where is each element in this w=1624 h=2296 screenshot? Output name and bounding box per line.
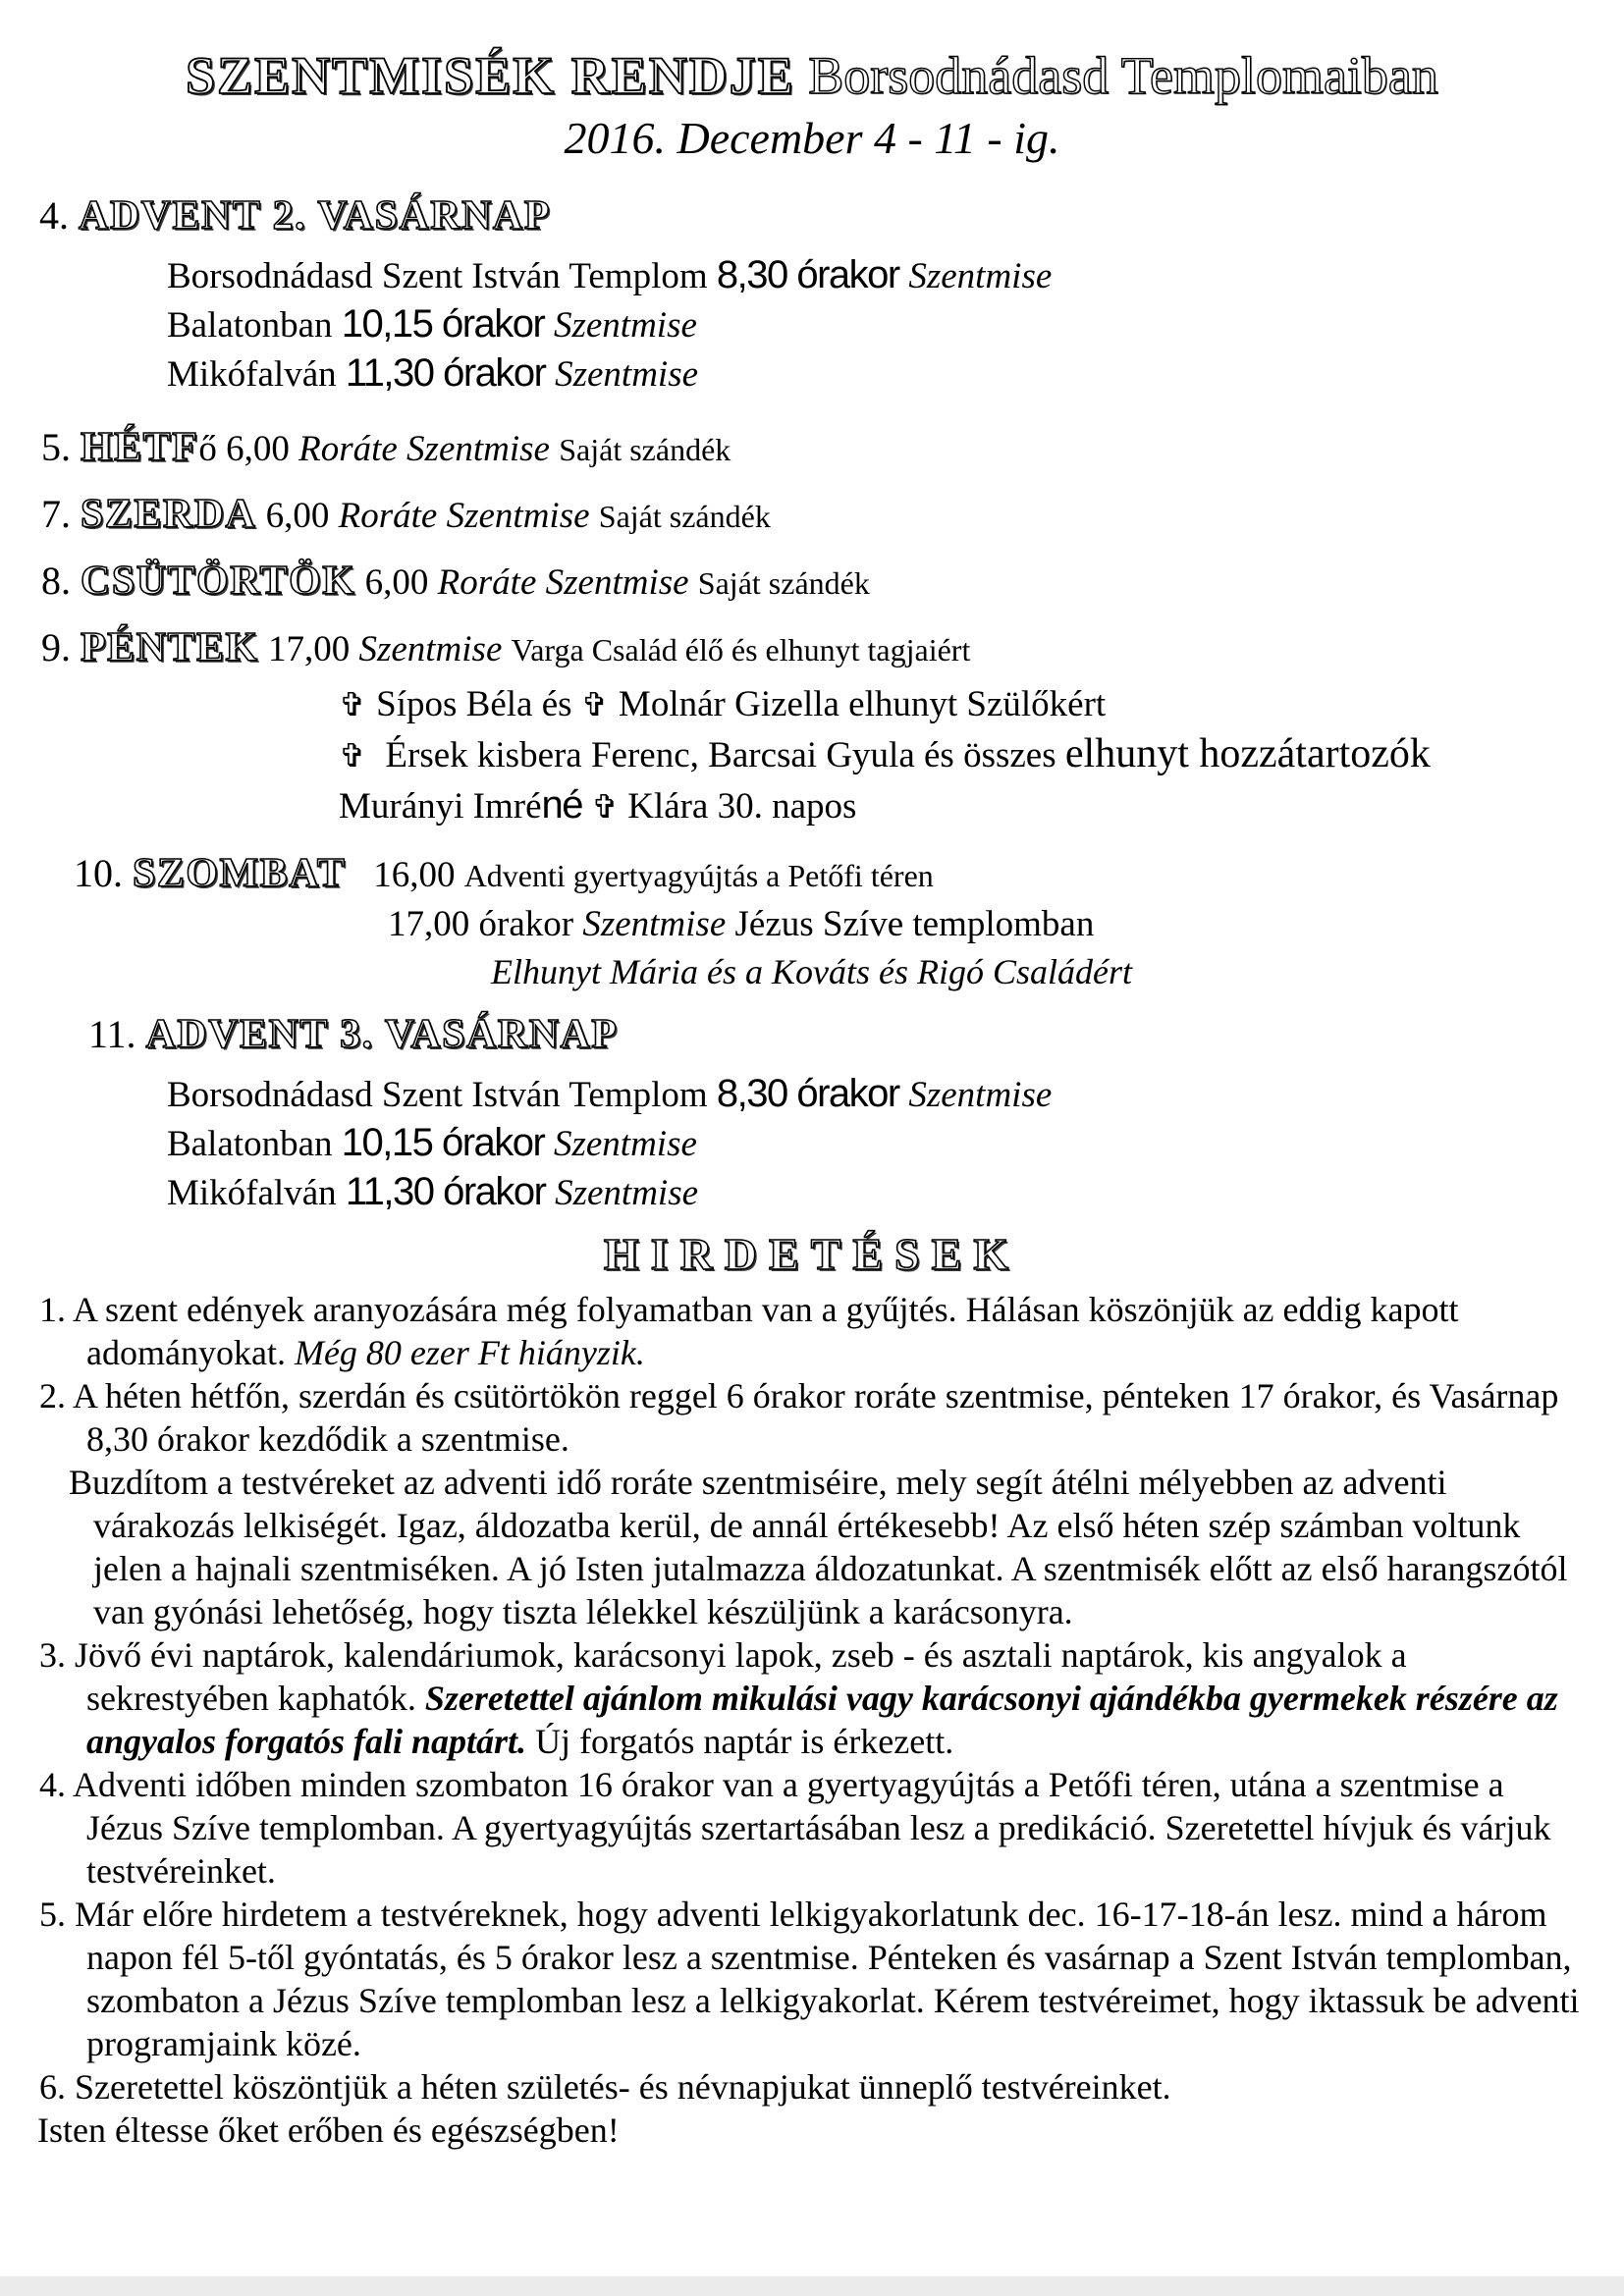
text-segment: Murányi Imré: [339, 786, 542, 827]
text-segment: 7.: [41, 492, 81, 536]
text-segment: né: [541, 783, 583, 827]
szombat-intention: [491, 948, 1624, 995]
text-segment: Adventi gyertyagyújtás a Petőfi téren: [463, 858, 934, 893]
text-segment: 6,00: [256, 496, 339, 536]
text-segment: Szentmise: [582, 904, 735, 944]
text-segment: HÉTF: [81, 425, 199, 470]
text-segment: Roráte Szentmise: [437, 562, 698, 603]
text-segment: Borsodnádasd Szent István Templom: [167, 1075, 717, 1115]
text-segment: Szentmise: [908, 256, 1053, 296]
announcement-encouragement: [69, 1461, 1589, 1633]
text-segment: 5. Már előre hirdetem a testvéreknek, hogy adventi lelkigyakorlatunk dec. 16-17-18-án lesz. mind a három napon fél 5-től gyóntatás, és 5 órakor lesz a szentmise. Pénteken és vasárnap a Szent István templomban, szombaton a Jézus Szíve templomban lesz a lelkigyakorlat. Kérem testvéreimet, hogy iktassuk be adventi programjaink közé.: [39, 1895, 1580, 2063]
document-title: [0, 45, 1624, 106]
entry-hetfo: [41, 422, 1624, 475]
text-segment: 2016. December 4 - 11 - ig.: [564, 113, 1060, 163]
text-segment: Klára 30. napos: [618, 786, 857, 827]
announcement-1: [39, 1288, 1589, 1374]
entry-csutortok: [41, 556, 1624, 609]
text-segment: Balatonban: [167, 305, 342, 346]
mass-borsodnadasd-1: [167, 251, 1624, 300]
text-segment: Mikófalván: [167, 1173, 346, 1213]
text-segment: 6,00: [226, 429, 299, 469]
text-segment: Mikófalván: [167, 354, 346, 395]
announcements-heading: HIRDETÉSEK: [603, 1229, 1021, 1279]
intention-muranyi: [339, 781, 1624, 830]
entry-pentek: [41, 622, 1624, 675]
text-segment: ✞: [339, 736, 377, 774]
text-segment: 1. A szent edények aranyozására még folyamatban van a gyűjtés. Hálásan köszönjük az eddig kapott adományokat.: [39, 1290, 1459, 1372]
text-segment: ADVENT 3. VASÁRNAP: [145, 1012, 619, 1057]
text-segment: SZENTMISÉK RENDJE: [186, 46, 795, 105]
closing-blessing: [37, 2109, 1589, 2152]
text-segment: 3. Jövő évi naptárok, kalendáriumok, karácsonyi lapok, zseb - és asztali naptárok, kis angyalok a sekrestyében kaphatók.: [39, 1635, 1407, 1718]
scan-edge-artifact: [0, 2276, 1624, 2296]
text-segment: Szentmise: [553, 1124, 697, 1164]
text-segment: Saját szándék: [598, 499, 771, 534]
announcement-6: [39, 2065, 1589, 2109]
intention-sipos-molnar: [339, 681, 1624, 728]
szombat-mass-17: [388, 901, 1624, 948]
text-segment: ✞: [580, 685, 619, 723]
text-segment: 17,00: [258, 629, 359, 669]
text-segment: Még 80 ezer Ft hiányzik.: [294, 1333, 645, 1372]
intention-ersek-barcsai: [339, 730, 1624, 779]
entry-advent-2-vasarnap: [39, 190, 1624, 243]
text-segment: 10.: [74, 851, 133, 895]
document-date-range: [0, 112, 1624, 165]
text-segment: 8.: [41, 559, 81, 603]
text-segment: 11,30 órakor: [345, 351, 556, 395]
text-segment: Saját szándék: [559, 432, 731, 467]
text-segment: 10,15 órakor: [341, 1121, 554, 1164]
text-segment: 6,00: [355, 562, 438, 603]
mass-balaton-2: [167, 1119, 1624, 1168]
text-segment: [582, 786, 591, 827]
text-segment: CSÜTÖRTÖK: [81, 559, 356, 604]
text-segment: PÉNTEK: [81, 625, 259, 670]
text-segment: ő: [198, 429, 227, 469]
text-segment: 16,00: [373, 855, 464, 895]
text-segment: Sípos Béla és: [376, 684, 581, 724]
text-segment: [346, 855, 373, 895]
mass-balaton-1: [167, 300, 1624, 349]
text-segment: 6. Szeretettel köszöntjük a héten születés- és névnapjukat ünneplő testvéreinket.: [39, 2067, 1171, 2107]
mass-mikofalva-1: [167, 349, 1624, 399]
text-segment: Roráte Szentmise: [298, 429, 560, 469]
text-segment: Isten éltesse őket erőben és egészségben!: [37, 2110, 620, 2150]
text-segment: Varga Család élő és elhunyt tagjaiért: [511, 632, 971, 667]
announcement-4: [39, 1763, 1589, 1893]
text-segment: Szentmise: [555, 1173, 699, 1213]
text-segment: ✞: [591, 787, 619, 826]
text-segment: 17,00 órakor: [388, 904, 583, 944]
text-segment: 5.: [41, 425, 81, 469]
entry-szerda: [41, 489, 1624, 542]
text-segment: Elhunyt Mária és a Kováts és Rigó Családért: [491, 952, 1132, 991]
announcements-section: [0, 1288, 1589, 2152]
mass-borsodnadasd-2: [167, 1070, 1624, 1119]
text-segment: Szentmise: [358, 629, 512, 669]
text-segment: ADVENT 2. VASÁRNAP: [79, 193, 551, 239]
text-segment: Új forgatós naptár is érkezett.: [526, 1722, 954, 1761]
text-segment: Szentmise: [553, 305, 697, 346]
entry-advent-3-vasarnap: [88, 1009, 1624, 1062]
text-segment: Balatonban: [167, 1124, 342, 1164]
text-segment: elhunyt hozzátartozók: [1064, 731, 1431, 776]
announcement-5: [39, 1893, 1589, 2065]
entry-szombat: [74, 848, 1624, 901]
text-segment: 2. A héten hétfőn, szerdán és csütörtökön reggel 6 órakor roráte szentmise, pénteken 17 órakor, és Vasárnap 8,30 órakor kezdődik a szentmise.: [39, 1376, 1559, 1459]
text-segment: Szentmise: [555, 354, 699, 395]
text-segment: 4.: [39, 193, 79, 238]
announcement-3: [39, 1633, 1589, 1763]
text-segment: Buzdítom a testvéreket az adventi idő roráte szentmiséire, mely segít átélni mélyebben az adventi várakozás lelkiségét. Igaz, áldozatba kerül, de annál értékesebb! Az első héten szép számban voltunk jelen a hajnali szentmiséken. A jó Isten jutalmazza áldozatunkat. A szentmisék előtt az első harangszótól van gyónási lehetőség, hogy tiszta lélekkel készüljünk a karácsonyra.: [69, 1463, 1568, 1631]
text-segment: Borsodnádasd Szent István Templom: [167, 256, 717, 296]
text-segment: Saját szándék: [697, 565, 870, 601]
text-segment: 10,15 órakor: [341, 302, 554, 346]
text-segment: SZOMBAT: [133, 851, 347, 896]
text-segment: Roráte Szentmise: [338, 496, 599, 536]
text-segment: ✞: [339, 685, 377, 723]
text-segment: Szeretettel ajánlom mikulási vagy karácsonyi ajándékba gyermekek részére az angyalos forgatós fali naptárt.: [86, 1679, 1558, 1761]
announcement-2: [39, 1374, 1589, 1461]
text-segment: Szentmise: [908, 1075, 1053, 1115]
text-segment: 8,30 órakor: [716, 1072, 909, 1115]
text-segment: 9.: [41, 625, 81, 669]
text-segment: Jézus Szíve templomban: [734, 904, 1095, 944]
text-segment: SZERDA: [81, 492, 257, 537]
text-segment: Molnár Gizella elhunyt Szülőkért: [618, 684, 1107, 724]
text-segment: 8,30 órakor: [716, 253, 909, 296]
text-segment: 4. Adventi időben minden szombaton 16 órakor van a gyertyagyújtás a Petőfi téren, utána a szentmise a Jézus Szíve templomban. A gyertyagyújtás szertartásában lesz a predikáció. Szeretettel hívjuk és várjuk testvéreinket.: [39, 1765, 1551, 1891]
text-segment: Borsodnádasd Templomaiban: [794, 46, 1438, 105]
mass-mikofalva-2: [167, 1168, 1624, 1217]
text-segment: Érsek kisbera Ferenc, Barcsai Gyula és összes: [376, 735, 1065, 775]
text-segment: 11,30 órakor: [345, 1170, 556, 1213]
text-segment: 11.: [88, 1012, 146, 1056]
